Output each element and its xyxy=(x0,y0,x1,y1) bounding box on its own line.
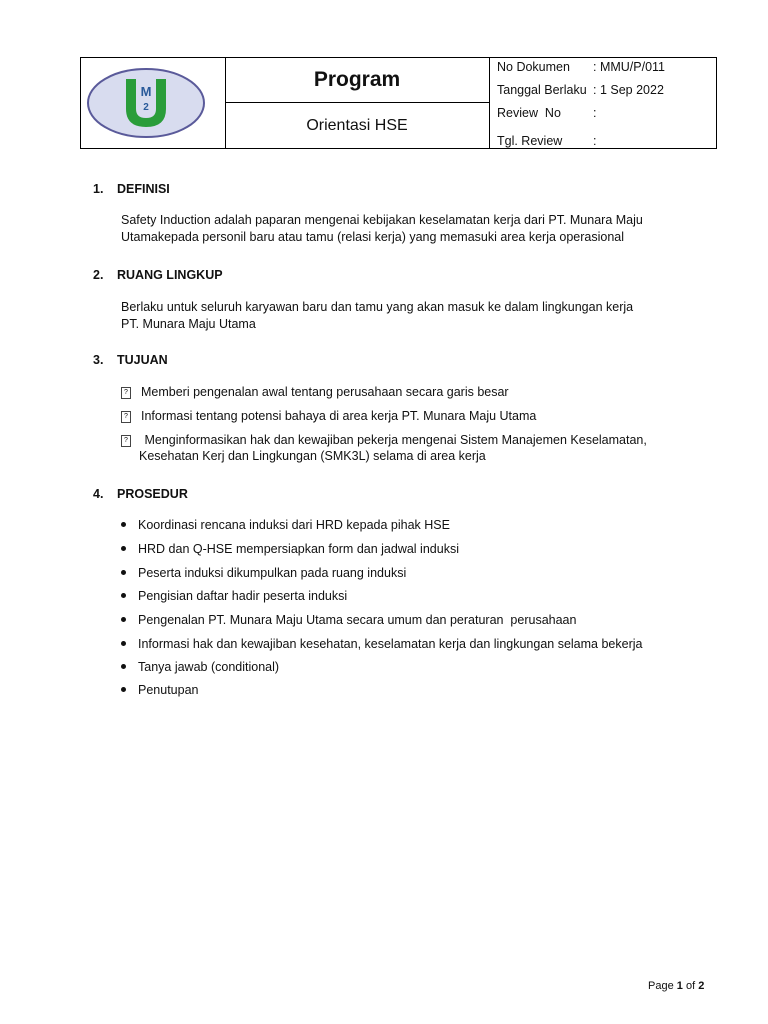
meta-label: Tgl. Review xyxy=(497,134,563,148)
prosedur-item xyxy=(121,542,459,556)
prosedur-item xyxy=(121,613,576,627)
item-text: Kesehatan Kerj dan Lingkungan (SMK3L) selama di area kerja xyxy=(139,449,486,463)
section-title: DEFINISI xyxy=(117,182,170,196)
item-text: Informasi hak dan kewajiban kesehatan, keselamatan kerja dan lingkungan selama bekerja xyxy=(138,637,643,651)
item-text: Pengenalan PT. Munara Maju Utama secara umum dan peraturan perusahaan xyxy=(138,613,577,627)
item-text: Pengisian daftar hadir peserta induksi xyxy=(138,589,348,603)
page-footer xyxy=(648,980,704,992)
section-heading-tujuan xyxy=(93,353,168,367)
document-meta xyxy=(497,58,717,148)
item-text: Memberi pengenalan awal tentang perusahaan secara garis besar xyxy=(141,385,509,399)
item-text: Informasi tentang potensi bahaya di area kerja PT. Munara Maju Utama xyxy=(141,409,537,423)
missing-glyph-icon: ? xyxy=(121,411,131,423)
bullet-icon xyxy=(121,641,126,646)
program-title: Program xyxy=(225,58,489,103)
document-header xyxy=(80,57,717,149)
missing-glyph-icon: ? xyxy=(121,435,131,447)
section-title: TUJUAN xyxy=(117,353,168,367)
meta-tgl-review xyxy=(497,134,596,148)
section-title: RUANG LINGKUP xyxy=(117,268,223,282)
section-number: 1. xyxy=(93,182,104,196)
section-heading-prosedur xyxy=(93,487,188,501)
meta-no-dokumen xyxy=(497,60,665,74)
ruang-lingkup-text xyxy=(121,299,699,333)
meta-value: : xyxy=(593,134,597,148)
logo-cell xyxy=(81,58,226,148)
bullet-icon xyxy=(121,664,126,669)
meta-label: No Dokumen xyxy=(497,60,570,74)
page-word: Page xyxy=(648,980,674,992)
bullet-icon xyxy=(121,522,126,527)
meta-label: Review No xyxy=(497,106,561,120)
prosedur-item xyxy=(121,518,450,532)
item-text: HRD dan Q-HSE mempersiapkan form dan jadwal induksi xyxy=(138,542,459,556)
text-line: Safety Induction adalah paparan mengenai kebijakan keselamatan kerja dari PT. Munara Maju xyxy=(121,213,643,227)
tujuan-item xyxy=(121,408,536,425)
bullet-icon xyxy=(121,546,126,551)
prosedur-item xyxy=(121,566,406,580)
text-line: PT. Munara Maju Utama xyxy=(121,317,256,331)
item-text: Menginformasikan hak dan kewajiban pekerja mengenai Sistem Manajemen Keselamatan, xyxy=(141,433,647,447)
section-heading-ruang-lingkup xyxy=(93,268,223,282)
svg-text:M: M xyxy=(140,84,152,99)
prosedur-item xyxy=(121,637,642,651)
meta-value: : 1 Sep 2022 xyxy=(593,83,664,97)
page-total: 2 xyxy=(698,980,705,992)
section-number: 4. xyxy=(93,487,104,501)
company-logo xyxy=(81,58,225,148)
definisi-text xyxy=(121,212,699,246)
title-cell xyxy=(225,58,490,148)
bullet-icon xyxy=(121,570,126,575)
item-text: Peserta induksi dikumpulkan pada ruang induksi xyxy=(138,566,407,580)
of-word: of xyxy=(685,980,696,992)
section-heading-definisi xyxy=(93,182,170,196)
missing-glyph-icon: ? xyxy=(121,387,131,399)
svg-text:2: 2 xyxy=(143,102,149,113)
prosedur-item xyxy=(121,660,279,674)
meta-value: : xyxy=(593,106,597,120)
section-number: 2. xyxy=(93,268,104,282)
bullet-icon xyxy=(121,687,126,692)
section-title: PROSEDUR xyxy=(117,487,188,501)
bullet-icon xyxy=(121,593,126,598)
tujuan-item-continuation xyxy=(139,448,486,465)
meta-tanggal-berlaku xyxy=(497,83,664,97)
bullet-icon xyxy=(121,617,126,622)
tujuan-item xyxy=(121,432,647,449)
item-text: Koordinasi rencana induksi dari HRD kepada pihak HSE xyxy=(138,518,450,532)
tujuan-item xyxy=(121,384,509,401)
page-current: 1 xyxy=(676,980,683,992)
meta-review-no xyxy=(497,106,596,120)
text-line: Utamakepada personil baru atau tamu (relasi kerja) yang memasuki area kerja operasional xyxy=(121,230,625,244)
item-text: Tanya jawab (conditional) xyxy=(138,660,280,674)
prosedur-item xyxy=(121,589,347,603)
meta-value: : MMU/P/011 xyxy=(593,60,666,74)
text-line: Berlaku untuk seluruh karyawan baru dan tamu yang akan masuk ke dalam lingkungan kerja xyxy=(121,300,634,314)
item-text: Penutupan xyxy=(138,683,199,697)
prosedur-item xyxy=(121,683,198,697)
program-subtitle: Orientasi HSE xyxy=(306,116,408,134)
meta-label: Tanggal Berlaku xyxy=(497,83,587,97)
section-number: 3. xyxy=(93,353,104,367)
